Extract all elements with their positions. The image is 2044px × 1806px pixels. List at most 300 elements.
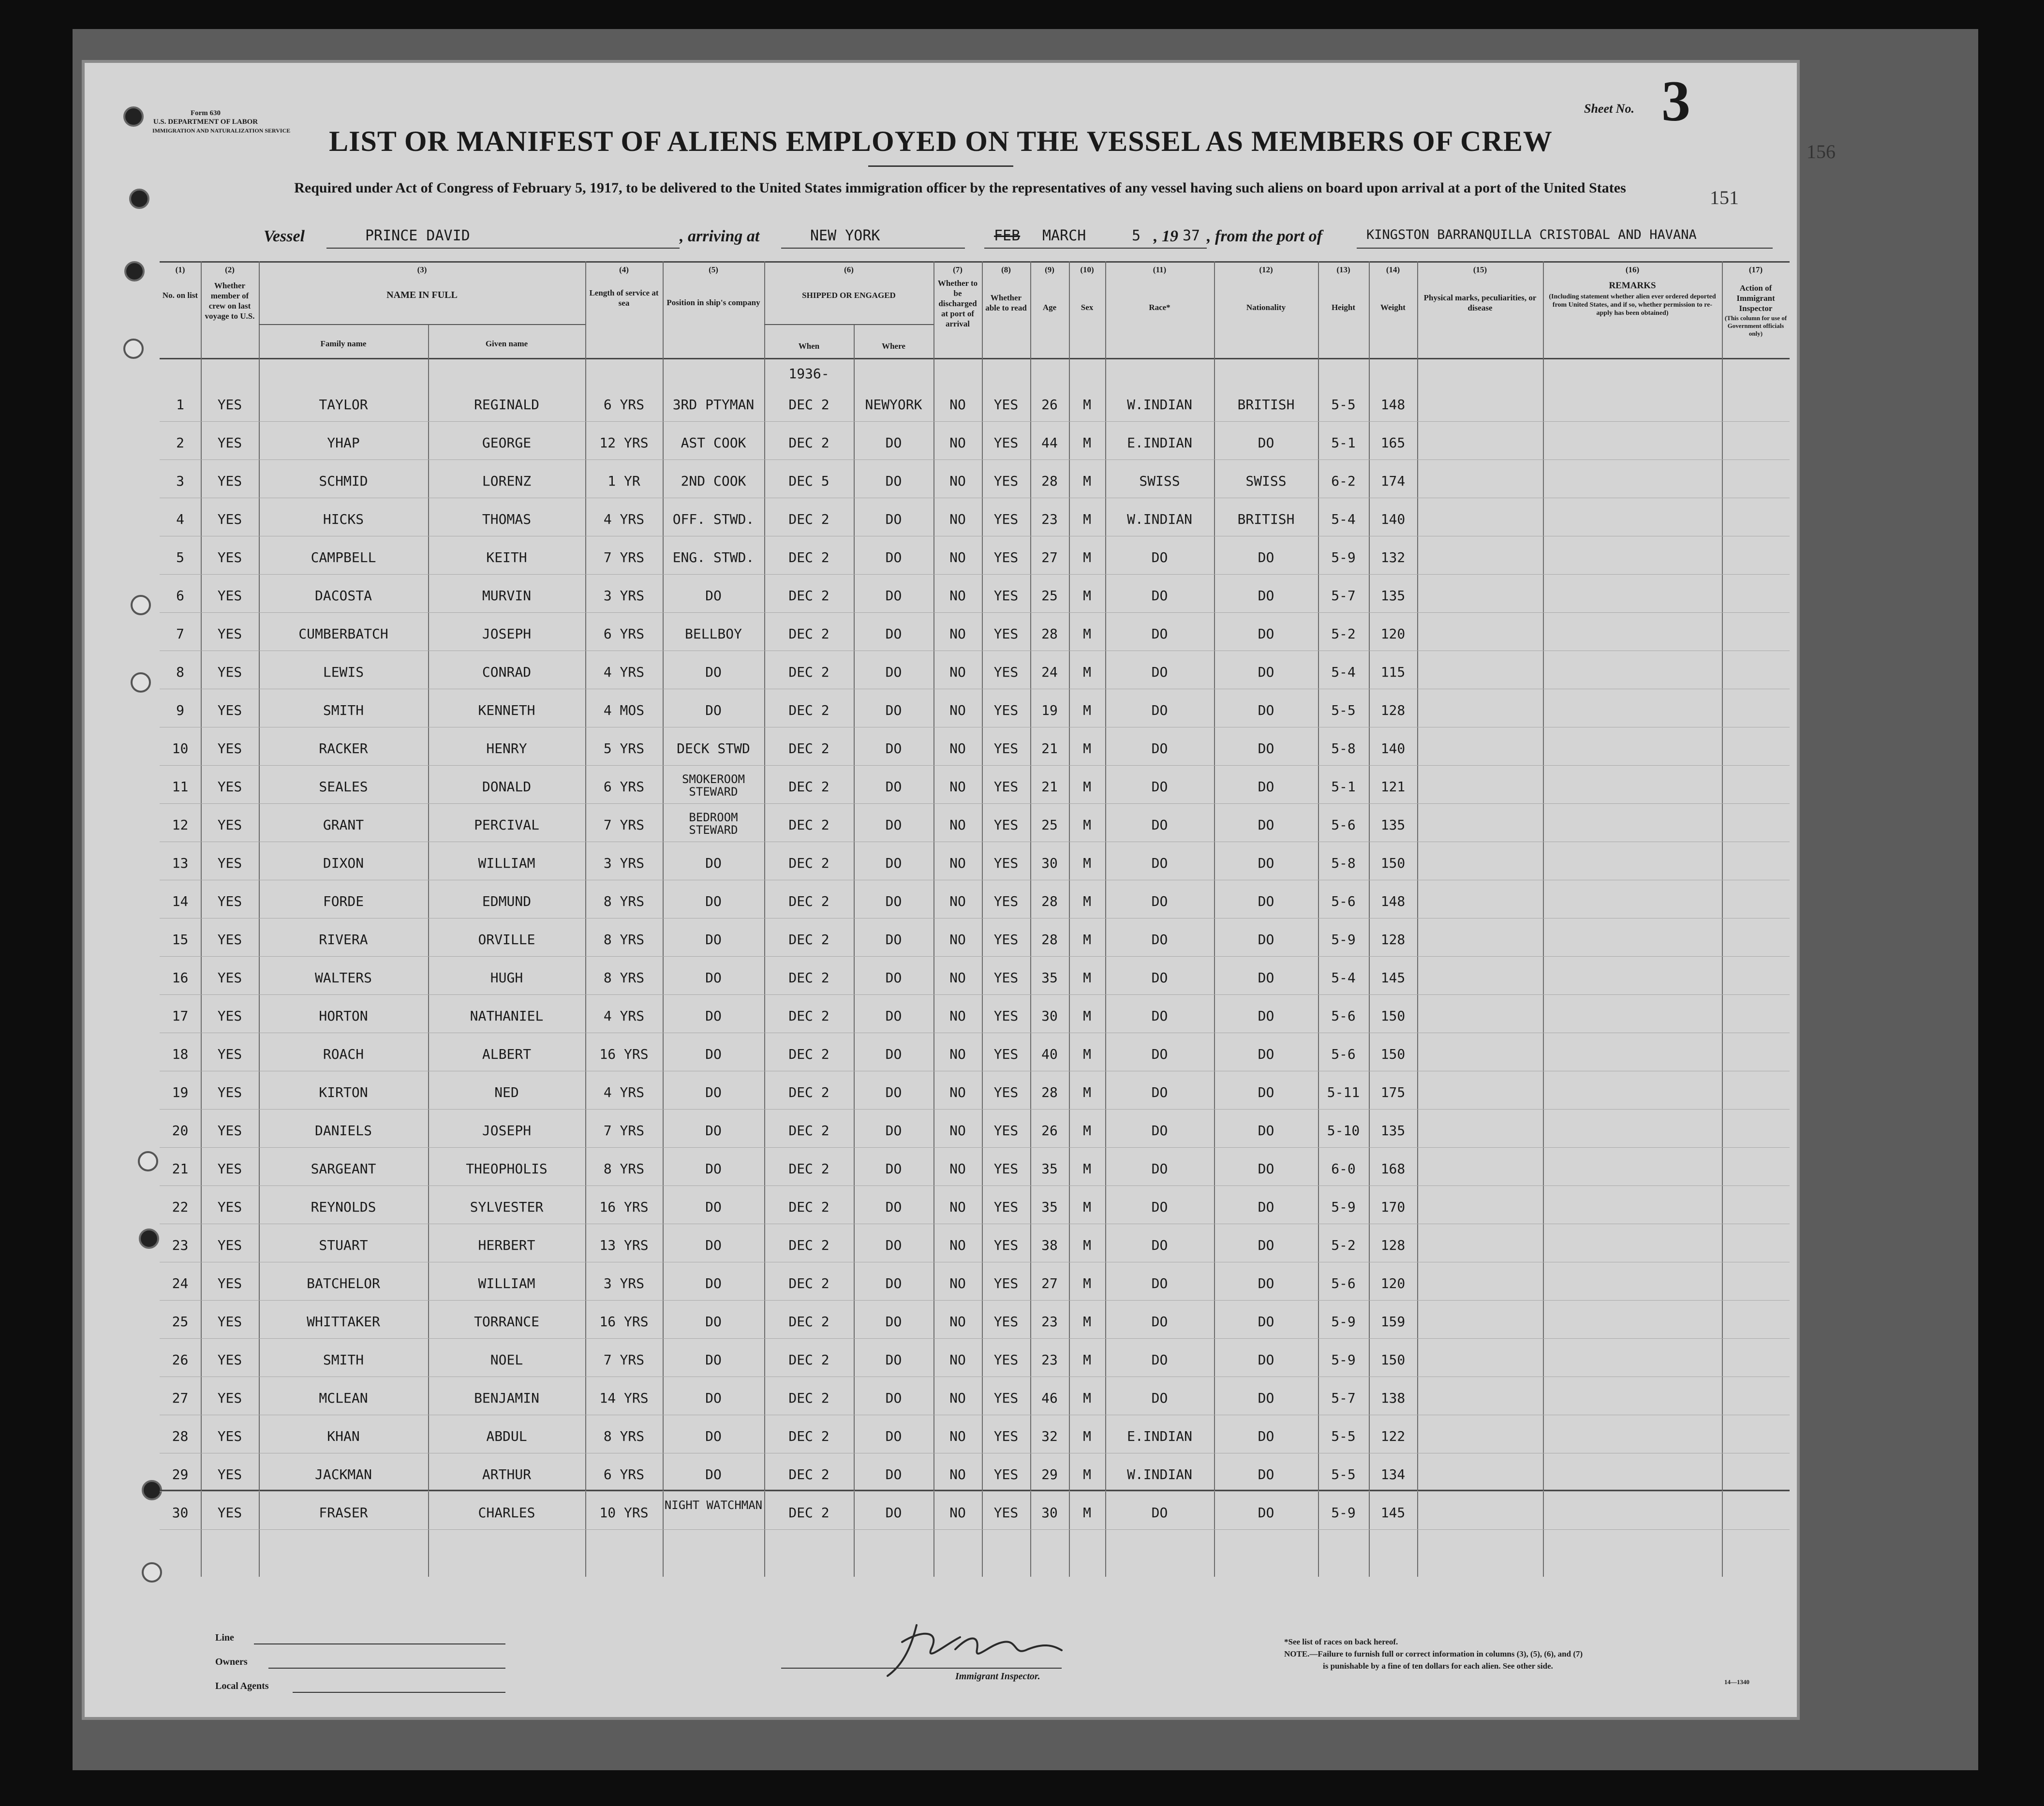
family-name: HORTON xyxy=(319,1008,368,1024)
length-of-service: 1 YR xyxy=(607,473,640,489)
shipped-when: DEC 2 xyxy=(788,1466,829,1482)
length-of-service: 14 YRS xyxy=(599,1390,649,1406)
length-of-service: 4 YRS xyxy=(603,664,645,680)
nationality: DO xyxy=(1258,855,1274,871)
row-number: 10 xyxy=(172,740,189,756)
family-name: DIXON xyxy=(323,855,364,871)
race: DO xyxy=(1151,1199,1168,1215)
row-number: 9 xyxy=(176,702,184,718)
race: DO xyxy=(1151,1008,1168,1024)
height: 5-5 xyxy=(1331,1428,1356,1444)
sex: M xyxy=(1083,932,1091,947)
shipped-when: DEC 2 xyxy=(788,817,829,833)
last-voyage: YES xyxy=(217,588,242,604)
header-shipped: SHIPPED OR ENGAGED xyxy=(802,291,896,300)
row-number: 15 xyxy=(172,932,189,947)
shipped-when: DEC 2 xyxy=(788,1161,829,1177)
to-be-discharged: NO xyxy=(949,1390,966,1406)
header-when: When xyxy=(798,341,820,351)
col-number: (4) xyxy=(619,265,629,274)
shipped-when: DEC 2 xyxy=(788,664,829,680)
weight: 138 xyxy=(1380,1390,1406,1406)
row-rule xyxy=(160,956,1790,957)
shipped-when: DEC 2 xyxy=(788,855,829,871)
family-name: WALTERS xyxy=(314,970,372,986)
shipped-where: DO xyxy=(885,626,902,642)
family-name: SARGEANT xyxy=(311,1161,376,1177)
row-rule xyxy=(160,612,1790,613)
shipped-where: DO xyxy=(885,1123,902,1139)
sex: M xyxy=(1083,1161,1091,1177)
age: 35 xyxy=(1041,1199,1058,1215)
weight: 148 xyxy=(1380,397,1406,413)
age: 28 xyxy=(1041,893,1058,909)
given-name: KEITH xyxy=(486,549,527,565)
family-name: CUMBERBATCH xyxy=(298,626,388,642)
row-number: 2 xyxy=(176,435,184,451)
length-of-service: 16 YRS xyxy=(599,1046,649,1062)
to-be-discharged: NO xyxy=(949,1084,966,1100)
weight: 128 xyxy=(1380,1237,1406,1253)
weight: 121 xyxy=(1380,779,1406,795)
last-voyage: YES xyxy=(217,893,242,909)
to-be-discharged: NO xyxy=(949,1505,966,1521)
height: 5-6 xyxy=(1331,893,1356,909)
length-of-service: 5 YRS xyxy=(603,740,645,756)
height: 5-5 xyxy=(1331,1466,1356,1482)
last-voyage: YES xyxy=(217,1046,242,1062)
age: 23 xyxy=(1041,511,1058,527)
age: 29 xyxy=(1041,1466,1058,1482)
nationality: DO xyxy=(1258,626,1274,642)
length-of-service: 4 YRS xyxy=(603,511,645,527)
row-number: 16 xyxy=(172,970,189,986)
to-be-discharged: NO xyxy=(949,932,966,947)
last-voyage: YES xyxy=(217,626,242,642)
position: DO xyxy=(705,1123,722,1139)
race: DO xyxy=(1151,932,1168,947)
age: 32 xyxy=(1041,1428,1058,1444)
row-number: 1 xyxy=(176,397,184,413)
header-family-name: Family name xyxy=(320,339,367,348)
family-name: CAMPBELL xyxy=(311,549,376,565)
nationality: DO xyxy=(1258,932,1274,947)
length-of-service: 4 MOS xyxy=(603,702,645,718)
position: DO xyxy=(705,855,722,871)
race: E.INDIAN xyxy=(1127,435,1192,451)
shipped-where: DO xyxy=(885,1428,902,1444)
weight: 174 xyxy=(1380,473,1406,489)
nationality: DO xyxy=(1258,435,1274,451)
able-to-read: YES xyxy=(993,1352,1019,1368)
sex: M xyxy=(1083,1390,1091,1406)
sex: M xyxy=(1083,1314,1091,1330)
crew-manifest-table xyxy=(160,261,1790,1577)
length-of-service: 8 YRS xyxy=(603,893,645,909)
sex: M xyxy=(1083,626,1091,642)
family-name: REYNOLDS xyxy=(311,1199,376,1215)
shipped-when: DEC 2 xyxy=(788,1123,829,1139)
margin-note: 151 xyxy=(1710,187,1739,208)
age: 30 xyxy=(1041,855,1058,871)
position: DO xyxy=(705,1237,722,1253)
able-to-read: YES xyxy=(993,1505,1019,1521)
weight: 120 xyxy=(1380,1275,1406,1291)
to-be-discharged: NO xyxy=(949,626,966,642)
sex: M xyxy=(1083,1123,1091,1139)
weight: 122 xyxy=(1380,1428,1406,1444)
to-be-discharged: NO xyxy=(949,893,966,909)
shipped-when: DEC 2 xyxy=(788,1046,829,1062)
race: DO xyxy=(1151,1505,1168,1521)
height: 5-2 xyxy=(1331,1237,1356,1253)
col-number: (5) xyxy=(709,265,718,274)
able-to-read: YES xyxy=(993,1390,1019,1406)
row-number: 17 xyxy=(172,1008,189,1024)
last-voyage: YES xyxy=(217,1275,242,1291)
shipped-when: DEC 2 xyxy=(788,549,829,565)
age: 19 xyxy=(1041,702,1058,718)
height: 5-2 xyxy=(1331,626,1356,642)
shipped-where: DO xyxy=(885,1390,902,1406)
nationality: DO xyxy=(1258,1314,1274,1330)
header-physical: Physical marks, peculiarities, or disease xyxy=(1423,293,1537,312)
race: DO xyxy=(1151,1046,1168,1062)
to-be-discharged: NO xyxy=(949,702,966,718)
last-voyage: YES xyxy=(217,1314,242,1330)
last-voyage: YES xyxy=(217,740,242,756)
able-to-read: YES xyxy=(993,626,1019,642)
given-name: HENRY xyxy=(486,740,527,756)
weight: 135 xyxy=(1380,817,1406,833)
age: 25 xyxy=(1041,817,1058,833)
shipped-where: DO xyxy=(885,817,902,833)
weight: 170 xyxy=(1380,1199,1406,1215)
length-of-service: 7 YRS xyxy=(603,817,645,833)
age: 35 xyxy=(1041,970,1058,986)
last-voyage: YES xyxy=(217,1237,242,1253)
shipped-when: DEC 2 xyxy=(788,1314,829,1330)
header-where: Where xyxy=(882,341,905,351)
nationality: DO xyxy=(1258,1046,1274,1062)
nationality: DO xyxy=(1258,664,1274,680)
shipped-when: DEC 2 xyxy=(788,588,829,604)
race: DO xyxy=(1151,626,1168,642)
length-of-service: 16 YRS xyxy=(599,1199,649,1215)
sex: M xyxy=(1083,435,1091,451)
nationality: DO xyxy=(1258,1084,1274,1100)
given-name: DONALD xyxy=(482,779,532,795)
family-name: GRANT xyxy=(323,817,364,833)
given-name: ARTHUR xyxy=(482,1466,532,1482)
row-number: 11 xyxy=(172,779,189,795)
shipped-where: DO xyxy=(885,588,902,604)
able-to-read: YES xyxy=(993,511,1019,527)
shipped-when: DEC 2 xyxy=(788,1237,829,1253)
row-number: 13 xyxy=(172,855,189,871)
col-number: (8) xyxy=(1001,265,1011,274)
shipped-when: DEC 2 xyxy=(788,435,829,451)
row-number: 12 xyxy=(172,817,189,833)
height: 5-1 xyxy=(1331,779,1356,795)
height: 5-6 xyxy=(1331,1008,1356,1024)
position: SMOKEROOM STEWARD xyxy=(681,772,745,799)
row-number: 22 xyxy=(172,1199,189,1215)
sex: M xyxy=(1083,740,1091,756)
last-voyage: YES xyxy=(217,1428,242,1444)
shipped-when: DEC 2 xyxy=(788,970,829,986)
family-name: WHITTAKER xyxy=(307,1314,380,1330)
given-name: PERCIVAL xyxy=(474,817,539,833)
race: DO xyxy=(1151,1352,1168,1368)
height: 5-9 xyxy=(1331,1199,1356,1215)
given-name: JOSEPH xyxy=(482,1123,532,1139)
race: W.INDIAN xyxy=(1127,397,1192,413)
able-to-read: YES xyxy=(993,1466,1019,1482)
position: DO xyxy=(705,1199,722,1215)
nationality: DO xyxy=(1258,970,1274,986)
to-be-discharged: NO xyxy=(949,779,966,795)
header-no-on-list: No. on list xyxy=(162,291,198,300)
able-to-read: YES xyxy=(993,1123,1019,1139)
position: DO xyxy=(705,893,722,909)
shipped-when: DEC 2 xyxy=(788,932,829,947)
age: 23 xyxy=(1041,1314,1058,1330)
able-to-read: YES xyxy=(993,740,1019,756)
nationality: DO xyxy=(1258,893,1274,909)
given-name: KENNETH xyxy=(478,702,535,718)
race: DO xyxy=(1151,702,1168,718)
to-be-discharged: NO xyxy=(949,664,966,680)
weight: 140 xyxy=(1380,740,1406,756)
race: DO xyxy=(1151,970,1168,986)
height: 5-11 xyxy=(1327,1084,1360,1100)
sheet-no-label: Sheet No. xyxy=(1584,102,1634,116)
punch-hole xyxy=(139,1229,159,1249)
shipped-when: DEC 2 xyxy=(788,779,829,795)
col-number: (13) xyxy=(1336,265,1350,274)
row-rule xyxy=(160,765,1790,766)
race: DO xyxy=(1151,1275,1168,1291)
form-number: Form 630 U.S. DEPARTMENT OF LABOR IMMIGRATION AND NATURALIZATION SERVICE xyxy=(152,109,291,134)
sex: M xyxy=(1083,1199,1091,1215)
height: 6-0 xyxy=(1331,1161,1356,1177)
col-number: (15) xyxy=(1473,265,1487,274)
shipped-where: DO xyxy=(885,1505,902,1521)
able-to-read: YES xyxy=(993,549,1019,565)
shipped-where: DO xyxy=(885,473,902,489)
position: DO xyxy=(705,1161,722,1177)
vessel-label: Vessel xyxy=(264,227,305,245)
weight: 140 xyxy=(1380,511,1406,527)
header-weight: Weight xyxy=(1380,303,1406,312)
height: 5-5 xyxy=(1331,702,1356,718)
race: DO xyxy=(1151,1237,1168,1253)
age: 38 xyxy=(1041,1237,1058,1253)
header-discharged: Whether to be discharged at port of arrival xyxy=(937,279,978,328)
last-voyage: YES xyxy=(217,932,242,947)
age: 28 xyxy=(1041,626,1058,642)
able-to-read: YES xyxy=(993,893,1019,909)
age: 27 xyxy=(1041,549,1058,565)
sex: M xyxy=(1083,397,1091,413)
race: DO xyxy=(1151,549,1168,565)
position: DO xyxy=(705,702,722,718)
height: 5-4 xyxy=(1331,511,1356,527)
shipped-where: DO xyxy=(885,511,902,527)
given-name: HUGH xyxy=(490,970,523,986)
punch-hole xyxy=(123,106,144,127)
race: DO xyxy=(1151,893,1168,909)
sex: M xyxy=(1083,702,1091,718)
last-voyage: YES xyxy=(217,702,242,718)
length-of-service: 7 YRS xyxy=(603,1352,645,1368)
page-subtitle: Required under Act of Congress of February 5, 1917, to be delivered to the United States immigration officer by the representatives of any vessel having such aliens on board upon arrival at a port of the United States xyxy=(294,180,1626,196)
header-height: Height xyxy=(1331,303,1356,312)
given-name: NOEL xyxy=(490,1352,523,1368)
punch-hole xyxy=(142,1562,162,1583)
height: 5-9 xyxy=(1331,932,1356,947)
length-of-service: 16 YRS xyxy=(599,1314,649,1330)
row-number: 3 xyxy=(176,473,184,489)
nationality: DO xyxy=(1258,779,1274,795)
inspector-label: Immigrant Inspector. xyxy=(955,1671,1040,1682)
position: DO xyxy=(705,1008,722,1024)
line-label: Line xyxy=(215,1632,234,1643)
sex: M xyxy=(1083,970,1091,986)
able-to-read: YES xyxy=(993,1046,1019,1062)
weight: 145 xyxy=(1380,1505,1406,1521)
age: 21 xyxy=(1041,779,1058,795)
height: 5-6 xyxy=(1331,1046,1356,1062)
length-of-service: 6 YRS xyxy=(603,626,645,642)
position: DO xyxy=(705,970,722,986)
given-name: ALBERT xyxy=(482,1046,532,1062)
punch-hole xyxy=(123,339,144,359)
given-name: THOMAS xyxy=(482,511,532,527)
length-of-service: 6 YRS xyxy=(603,1466,645,1482)
height: 5-6 xyxy=(1331,817,1356,833)
sex: M xyxy=(1083,1084,1091,1100)
to-be-discharged: NO xyxy=(949,1428,966,1444)
height: 5-1 xyxy=(1331,435,1356,451)
col-number: (11) xyxy=(1153,265,1167,274)
position: DO xyxy=(705,1046,722,1062)
to-be-discharged: NO xyxy=(949,1314,966,1330)
race: DO xyxy=(1151,1314,1168,1330)
row-number: 20 xyxy=(172,1123,189,1139)
family-name: RACKER xyxy=(319,740,368,756)
sex: M xyxy=(1083,1466,1091,1482)
header-sex: Sex xyxy=(1081,303,1094,312)
weight: 135 xyxy=(1380,588,1406,604)
able-to-read: YES xyxy=(993,817,1019,833)
length-of-service: 3 YRS xyxy=(603,588,645,604)
nationality: DO xyxy=(1258,702,1274,718)
length-of-service: 4 YRS xyxy=(603,1008,645,1024)
fine-note: NOTE.—Failure to furnish full or correct information in columns (3), (5), (6), and (7) xyxy=(1284,1649,1583,1658)
family-name: ROACH xyxy=(323,1046,364,1062)
length-of-service: 7 YRS xyxy=(603,1123,645,1139)
shipped-when: DEC 2 xyxy=(788,1084,829,1100)
last-voyage: YES xyxy=(217,1352,242,1368)
arriving-label: , arriving at xyxy=(680,227,760,245)
height: 5-10 xyxy=(1327,1123,1360,1139)
row-number: 19 xyxy=(172,1084,189,1100)
nationality: DO xyxy=(1258,1275,1274,1291)
race: DO xyxy=(1151,588,1168,604)
length-of-service: 13 YRS xyxy=(599,1237,649,1253)
last-voyage: YES xyxy=(217,1505,242,1521)
last-voyage: YES xyxy=(217,1084,242,1100)
weight: 132 xyxy=(1380,549,1406,565)
to-be-discharged: NO xyxy=(949,1352,966,1368)
height: 5-4 xyxy=(1331,664,1356,680)
position: BELLBOY xyxy=(684,626,742,642)
to-be-discharged: NO xyxy=(949,970,966,986)
last-voyage: YES xyxy=(217,473,242,489)
family-name: YHAP xyxy=(327,435,360,451)
family-name: JACKMAN xyxy=(314,1466,372,1482)
row-rule xyxy=(160,803,1790,804)
shipped-where: DO xyxy=(885,1352,902,1368)
race: DO xyxy=(1151,779,1168,795)
row-number: 28 xyxy=(172,1428,189,1444)
nationality: DO xyxy=(1258,588,1274,604)
race: DO xyxy=(1151,1123,1168,1139)
header-action: Action of Immigrant Inspector xyxy=(1736,283,1775,313)
race: W.INDIAN xyxy=(1127,511,1192,527)
given-name: THEOPHOLIS xyxy=(466,1161,548,1177)
weight: 150 xyxy=(1380,1046,1406,1062)
height: 6-2 xyxy=(1331,473,1356,489)
arrival-year: 37 xyxy=(1183,227,1200,244)
to-be-discharged: NO xyxy=(949,588,966,604)
sex: M xyxy=(1083,588,1091,604)
col-number: (1) xyxy=(175,265,185,274)
col-number: (17) xyxy=(1748,265,1763,274)
position: DO xyxy=(705,1466,722,1482)
family-name: LEWIS xyxy=(323,664,364,680)
weight: 128 xyxy=(1380,932,1406,947)
margin-note: 156 xyxy=(1807,141,1836,163)
length-of-service: 8 YRS xyxy=(603,932,645,947)
length-of-service: 3 YRS xyxy=(603,855,645,871)
sex: M xyxy=(1083,1008,1091,1024)
shipped-when: DEC 2 xyxy=(788,1199,829,1215)
to-be-discharged: NO xyxy=(949,1046,966,1062)
header-race: Race* xyxy=(1149,303,1170,312)
family-name: FRASER xyxy=(319,1505,368,1521)
length-of-service: 8 YRS xyxy=(603,1428,645,1444)
age: 26 xyxy=(1041,1123,1058,1139)
header-remarks: REMARKS xyxy=(1609,281,1656,291)
agents-label: Local Agents xyxy=(215,1681,269,1691)
last-voyage: YES xyxy=(217,511,242,527)
row-rule xyxy=(160,574,1790,575)
sheet-no: 3 xyxy=(1661,69,1690,133)
shipped-where: DO xyxy=(885,1084,902,1100)
last-voyage: YES xyxy=(217,397,242,413)
row-number: 7 xyxy=(176,626,184,642)
height: 5-5 xyxy=(1331,397,1356,413)
able-to-read: YES xyxy=(993,1237,1019,1253)
weight: 150 xyxy=(1380,1352,1406,1368)
row-rule xyxy=(160,1109,1790,1110)
header-age: Age xyxy=(1042,303,1057,312)
nationality: SWISS xyxy=(1245,473,1287,489)
family-name: HICKS xyxy=(323,511,364,527)
